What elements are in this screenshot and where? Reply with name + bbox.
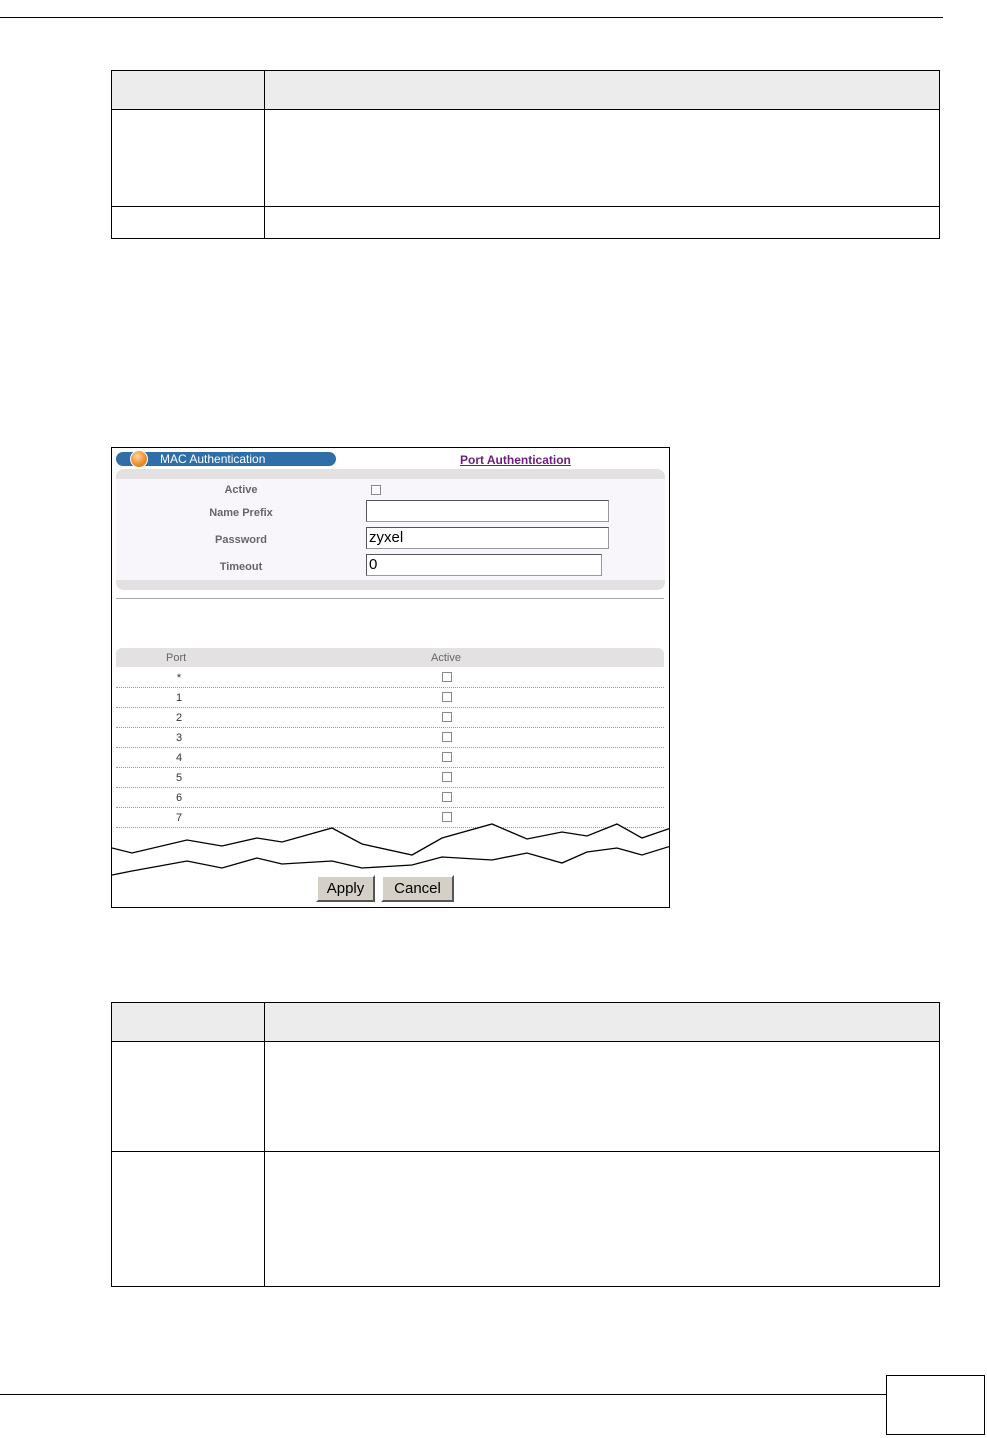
table-cell — [112, 110, 265, 207]
description-table-bottom — [111, 1002, 940, 1287]
table-cell — [265, 1042, 940, 1152]
port-row — [116, 768, 664, 788]
active-column-header: Active — [431, 652, 461, 664]
port-number: 5 — [175, 772, 183, 784]
description-table-top — [111, 70, 940, 239]
password-label: Password — [215, 534, 267, 546]
page-number-box — [886, 1375, 985, 1435]
port-active-checkbox[interactable] — [442, 772, 452, 782]
name-prefix-label: Name Prefix — [209, 507, 273, 519]
port-row — [116, 708, 664, 728]
name-prefix-input[interactable] — [366, 500, 609, 522]
port-number: * — [176, 672, 182, 684]
table-cell — [265, 1152, 940, 1287]
table-cell — [265, 110, 940, 207]
port-active-checkbox[interactable] — [442, 712, 452, 722]
port-number: 6 — [175, 792, 183, 804]
mac-authentication-screenshot — [111, 447, 670, 908]
table-header-label — [112, 1003, 265, 1042]
port-active-checkbox[interactable] — [442, 692, 452, 702]
table-header-label — [112, 71, 265, 110]
port-active-checkbox[interactable] — [442, 732, 452, 742]
header-rule — [0, 17, 943, 18]
apply-button[interactable]: Apply — [316, 875, 375, 902]
active-label: Active — [224, 484, 258, 496]
timeout-input[interactable]: 0 — [366, 554, 602, 576]
password-input[interactable]: zyxel — [366, 527, 609, 549]
port-row — [116, 668, 664, 688]
port-active-checkbox[interactable] — [442, 792, 452, 802]
table-cell — [112, 1042, 265, 1152]
separator — [116, 598, 664, 599]
port-number: 7 — [175, 812, 183, 824]
port-column-header: Port — [166, 652, 187, 664]
table-cell — [112, 207, 265, 239]
footer-rule — [0, 1394, 886, 1395]
port-active-checkbox[interactable] — [442, 752, 452, 762]
port-table-header — [116, 648, 664, 667]
port-number: 1 — [175, 692, 183, 704]
port-active-checkbox[interactable] — [442, 672, 452, 682]
tab-label: MAC Authentication — [160, 452, 266, 466]
table-header-description — [265, 71, 940, 110]
port-number: 4 — [175, 752, 183, 764]
table-cell — [265, 207, 940, 239]
port-row — [116, 788, 664, 808]
port-number: 2 — [175, 712, 183, 724]
port-row — [116, 728, 664, 748]
timeout-label: Timeout — [219, 561, 263, 573]
port-authentication-link[interactable]: Port Authentication — [460, 453, 571, 467]
active-checkbox[interactable] — [371, 485, 381, 495]
cancel-button[interactable]: Cancel — [381, 875, 454, 902]
settings-panel — [116, 469, 665, 590]
mac-authentication-tab[interactable] — [116, 452, 336, 466]
port-row — [116, 688, 664, 708]
orb-icon — [130, 450, 148, 468]
port-number: 3 — [175, 732, 183, 744]
table-cell — [112, 1152, 265, 1287]
table-header-description — [265, 1003, 940, 1042]
port-row — [116, 748, 664, 768]
